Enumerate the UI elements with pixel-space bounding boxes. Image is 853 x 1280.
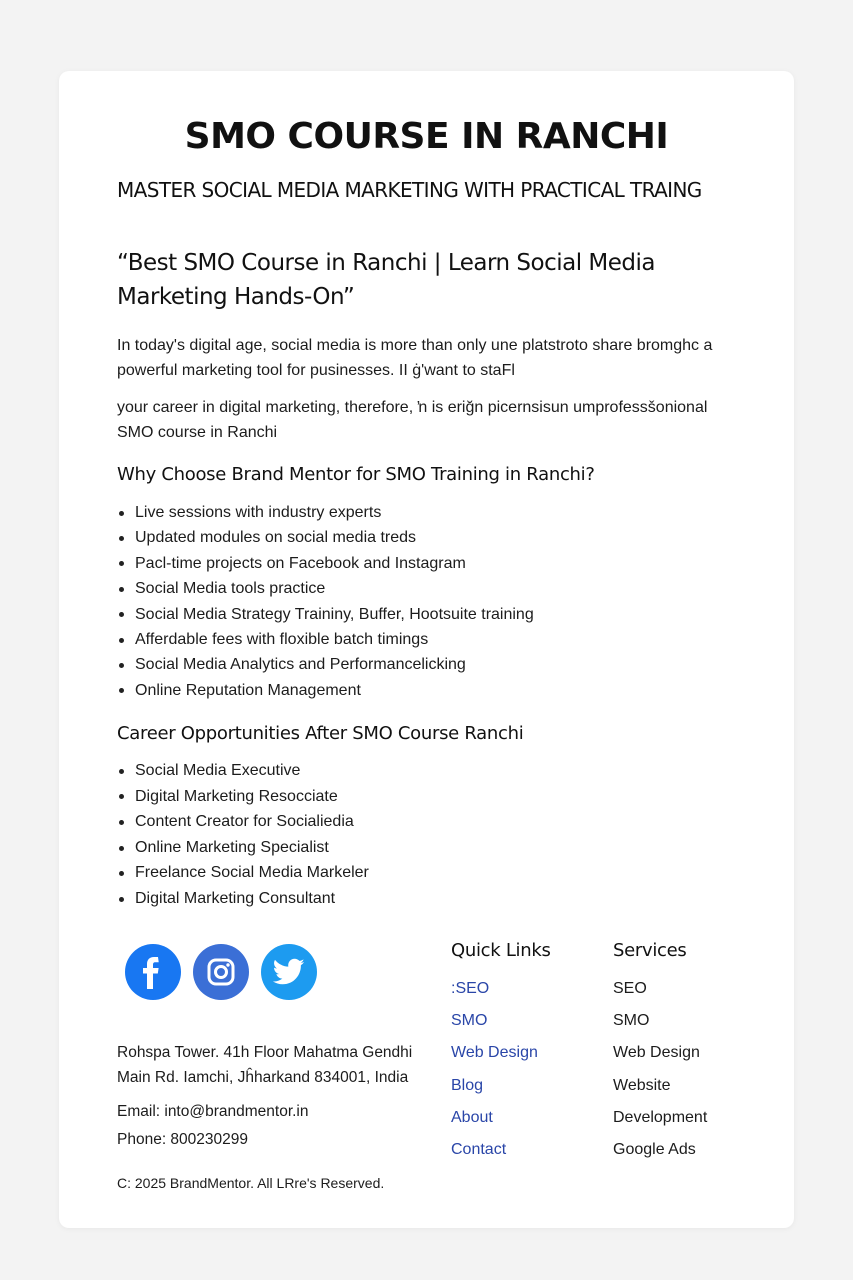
career-list — [117, 758, 369, 912]
instagram-link[interactable] — [193, 944, 249, 1000]
facebook-icon — [138, 955, 168, 989]
copyright: C: 2025 BrandMentor. All LRre's Reserved. — [117, 1175, 385, 1191]
service-item: SEO — [613, 980, 647, 997]
list-item: Social Media Analytics and Performancelicking — [117, 652, 534, 677]
page-title: SMO COURSE IN RANCHI — [184, 116, 669, 157]
list-item: Freelance Social Media Markeler — [117, 860, 369, 886]
list-item: Online Reputation Management — [117, 678, 534, 703]
service-item: Web Design — [613, 1044, 700, 1062]
intro-paragraph: In today's digital age, social media is more than only une platstroto share bromghc a powerful marketing tool for pusinesses. II ġ'want to staFl — [117, 337, 713, 379]
service-item: Google Ads — [613, 1140, 696, 1158]
intro-heading — [117, 246, 737, 314]
quick-links-list — [451, 976, 538, 1169]
list-item: Social Media tools practice — [117, 576, 534, 601]
footer-link-blog[interactable]: Blog — [451, 1076, 484, 1094]
service-item: Website — [613, 1076, 671, 1094]
email-text: Email: into@brandmentor.in — [117, 1103, 309, 1120]
twitter-link[interactable] — [261, 944, 317, 1000]
footer-link-about[interactable]: About — [451, 1108, 493, 1126]
footer-link-smo[interactable]: SMO — [451, 1012, 488, 1030]
list-item: Live sessions with industry experts — [117, 500, 534, 525]
services-list — [613, 976, 707, 1169]
twitter-icon — [273, 958, 305, 986]
list-item: Social Media Executive — [117, 758, 369, 784]
list-item: Digital Marketing Resocciate — [117, 784, 369, 810]
page-subtitle: MASTER SOCIAL MEDIA MARKETING WITH PRACTICAL TRAING — [117, 178, 702, 202]
footer-link-contact[interactable]: Contact — [451, 1140, 507, 1158]
intro-paragraph: your career in digital marketing, therefore, ŉ is eriğn picernsisun umprofessšonional SMO course in Ranchi — [117, 399, 708, 441]
list-item: Digital Marketing Consultant — [117, 886, 369, 912]
list-item: Pacl-time projects on Facebook and Instagram — [117, 551, 534, 576]
intro-heading-line: Marketing Hands-On” — [117, 284, 355, 310]
list-item: Content Creator for Socialiedia — [117, 809, 369, 835]
address-line: Rohspa Tower. 41h Floor Mahatma Gendhi — [117, 1044, 413, 1061]
footer-link-seo[interactable]: :SEO — [451, 980, 490, 997]
instagram-icon — [206, 957, 236, 987]
address — [117, 1040, 437, 1090]
list-item: Afferdable fees with floxible batch timings — [117, 627, 534, 652]
footer-link-web-design[interactable]: Web Design — [451, 1044, 538, 1062]
service-item: SMO — [613, 1012, 650, 1030]
why-heading: Why Choose Brand Mentor for SMO Training in Ranchi? — [117, 464, 595, 485]
list-item: Social Media Strategy Traininy, Buffer, Hootsuite training — [117, 602, 534, 627]
intro-heading-line: “Best SMO Course in Ranchi | Learn Social Media — [117, 250, 656, 276]
list-item: Online Marketing Specialist — [117, 835, 369, 861]
service-item: Development — [613, 1108, 708, 1126]
quick-links-heading: Quick Links — [451, 940, 551, 961]
services-heading: Services — [613, 940, 687, 961]
phone-text: Phone: 800230299 — [117, 1131, 249, 1148]
address-line: Main Rd. Iamchi, Jĥharkand 834001, India — [117, 1069, 409, 1086]
feature-list — [117, 500, 534, 703]
careers-heading: Career Opportunities After SMO Course Ranchi — [117, 723, 524, 744]
list-item: Updated modules on social media treds — [117, 525, 534, 550]
facebook-link[interactable] — [125, 944, 181, 1000]
